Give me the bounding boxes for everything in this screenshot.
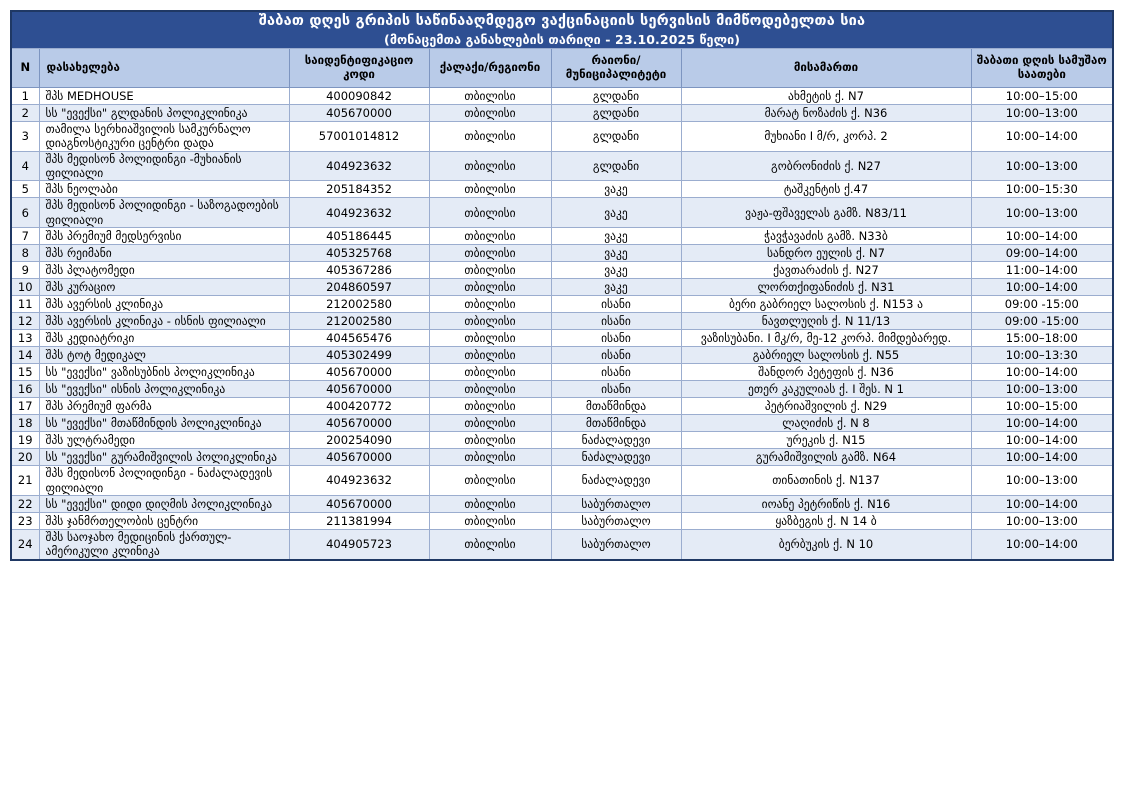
cell-city: თბილისი — [429, 151, 551, 181]
col-header-municipality: რაიონი/მუნიციპალიტეტი — [551, 49, 681, 88]
cell-city: თბილისი — [429, 347, 551, 364]
table-row — [11, 529, 1113, 559]
table-row — [11, 495, 1113, 512]
cell-provider-name: სს "ევექსი" დიდი დიღმის პოლიკლინიკა — [39, 495, 289, 512]
cell-city: თბილისი — [429, 181, 551, 198]
cell-hours: 10:00–13:00 — [971, 466, 1113, 496]
cell-city: თბილისი — [429, 529, 551, 559]
cell-hours: 10:00–14:00 — [971, 432, 1113, 449]
cell-provider-name: შპს ტოტ მედიკალ — [39, 347, 289, 364]
cell-number: 16 — [11, 381, 39, 398]
cell-municipality: გლდანი — [551, 104, 681, 121]
providers-table — [10, 10, 1114, 561]
table-row — [11, 398, 1113, 415]
cell-hours: 10:00–14:00 — [971, 121, 1113, 151]
cell-address: ჭავჭავაძის გამზ. N33ბ — [681, 228, 971, 245]
document-title — [11, 11, 1113, 49]
cell-identification-code: 405367286 — [289, 262, 429, 279]
cell-number: 9 — [11, 262, 39, 279]
cell-address: ლაღიძის ქ. N 8 — [681, 415, 971, 432]
cell-identification-code: 405670000 — [289, 364, 429, 381]
table-row — [11, 313, 1113, 330]
cell-municipality: საბურთალო — [551, 495, 681, 512]
table-row — [11, 432, 1113, 449]
cell-hours: 09:00 -15:00 — [971, 313, 1113, 330]
cell-hours: 10:00–14:00 — [971, 415, 1113, 432]
cell-hours: 10:00–15:00 — [971, 398, 1113, 415]
cell-hours: 15:00–18:00 — [971, 330, 1113, 347]
table-row — [11, 466, 1113, 496]
table-row — [11, 262, 1113, 279]
cell-identification-code: 405325768 — [289, 245, 429, 262]
col-header-address: მისამართი — [681, 49, 971, 88]
cell-hours: 09:00–14:00 — [971, 245, 1113, 262]
cell-number: 2 — [11, 104, 39, 121]
cell-city: თბილისი — [429, 512, 551, 529]
cell-hours: 10:00–14:00 — [971, 495, 1113, 512]
cell-address: ვაჟა-ფშაველას გამზ. N83/11 — [681, 198, 971, 228]
cell-provider-name: შპს ავერსის კლინიკა - ისნის ფილიალი — [39, 313, 289, 330]
cell-number: 24 — [11, 529, 39, 559]
cell-address: თინათინის ქ. N137 — [681, 466, 971, 496]
header-row — [11, 49, 1113, 88]
cell-number: 23 — [11, 512, 39, 529]
col-header-code: საიდენტიფიკაციო კოდი — [289, 49, 429, 88]
table-row — [11, 245, 1113, 262]
cell-hours: 10:00–14:00 — [971, 364, 1113, 381]
cell-city: თბილისი — [429, 245, 551, 262]
cell-municipality: საბურთალო — [551, 529, 681, 559]
cell-address: სანდრო ეულის ქ. N7 — [681, 245, 971, 262]
title-row — [11, 11, 1113, 49]
cell-identification-code: 405670000 — [289, 495, 429, 512]
cell-city: თბილისი — [429, 330, 551, 347]
cell-hours: 10:00–13:00 — [971, 512, 1113, 529]
cell-number: 13 — [11, 330, 39, 347]
cell-address: ნავთლუღის ქ. N 11/13 — [681, 313, 971, 330]
table-row — [11, 151, 1113, 181]
table-row — [11, 330, 1113, 347]
table-row — [11, 449, 1113, 466]
cell-identification-code: 200254090 — [289, 432, 429, 449]
cell-address: შანდორ პეტეფის ქ. N36 — [681, 364, 971, 381]
cell-identification-code: 404565476 — [289, 330, 429, 347]
cell-city: თბილისი — [429, 381, 551, 398]
cell-municipality: ვაკე — [551, 245, 681, 262]
cell-municipality: ისანი — [551, 347, 681, 364]
table-column-head — [11, 49, 1113, 88]
cell-number: 7 — [11, 228, 39, 245]
cell-identification-code: 405670000 — [289, 381, 429, 398]
title-sub-text: (მონაცემთა განახლების თარიღი - 23.10.2025 წელი) — [384, 32, 741, 48]
cell-number: 11 — [11, 296, 39, 313]
cell-identification-code: 204860597 — [289, 279, 429, 296]
cell-number: 1 — [11, 87, 39, 104]
cell-provider-name: შპს რეიმანი — [39, 245, 289, 262]
cell-identification-code: 57001014812 — [289, 121, 429, 151]
cell-city: თბილისი — [429, 432, 551, 449]
cell-city: თბილისი — [429, 313, 551, 330]
cell-address: იოანე პეტრიწის ქ. N16 — [681, 495, 971, 512]
table-row — [11, 512, 1113, 529]
cell-municipality: ვაკე — [551, 279, 681, 296]
cell-hours: 10:00–13:00 — [971, 381, 1113, 398]
cell-municipality: ისანი — [551, 330, 681, 347]
col-header-hours: შაბათი დღის სამუშაო საათები — [971, 49, 1113, 88]
cell-address: პეტრიაშვილის ქ. N29 — [681, 398, 971, 415]
cell-address: მარატ ნოზაძის ქ. N36 — [681, 104, 971, 121]
cell-identification-code: 405670000 — [289, 104, 429, 121]
cell-provider-name: შპს კედიატრიკი — [39, 330, 289, 347]
table-row — [11, 381, 1113, 398]
cell-provider-name: შპს პლატომედი — [39, 262, 289, 279]
cell-municipality: ისანი — [551, 381, 681, 398]
cell-identification-code: 205184352 — [289, 181, 429, 198]
cell-city: თბილისი — [429, 296, 551, 313]
cell-provider-name: თამილა სერხიაშვილის სამკურნალო დიაგნოსტიკური ცენტრი დადა — [39, 121, 289, 151]
cell-provider-name: სს "ევექსი" ისნის პოლიკლინიკა — [39, 381, 289, 398]
cell-number: 8 — [11, 245, 39, 262]
cell-hours: 10:00–14:00 — [971, 529, 1113, 559]
cell-provider-name: სს "ევექსი" ვაზისუბნის პოლიკლინიკა — [39, 364, 289, 381]
cell-city: თბილისი — [429, 87, 551, 104]
cell-number: 17 — [11, 398, 39, 415]
cell-number: 20 — [11, 449, 39, 466]
cell-address: ლორთქიფანიძის ქ. N31 — [681, 279, 971, 296]
cell-address: ეთერ კაკულიას ქ. I შეს. N 1 — [681, 381, 971, 398]
cell-number: 4 — [11, 151, 39, 181]
cell-hours: 10:00–13:30 — [971, 347, 1113, 364]
cell-address: ახმეტის ქ. N7 — [681, 87, 971, 104]
cell-hours: 10:00–15:30 — [971, 181, 1113, 198]
cell-provider-name: შპს პრემიუმ ფარმა — [39, 398, 289, 415]
cell-city: თბილისი — [429, 262, 551, 279]
table-row — [11, 198, 1113, 228]
cell-municipality: ისანი — [551, 296, 681, 313]
cell-municipality: საბურთალო — [551, 512, 681, 529]
cell-address: გობრონიძის ქ. N27 — [681, 151, 971, 181]
table-row — [11, 296, 1113, 313]
cell-address: ვაზისუბანი. I მკ/რ, მე-12 კორპ. მიმდებარედ. — [681, 330, 971, 347]
cell-number: 10 — [11, 279, 39, 296]
cell-municipality: ვაკე — [551, 262, 681, 279]
table-row — [11, 104, 1113, 121]
cell-address: ტაშკენტის ქ.47 — [681, 181, 971, 198]
cell-identification-code: 212002580 — [289, 296, 429, 313]
cell-hours: 10:00–15:00 — [971, 87, 1113, 104]
cell-hours: 09:00 -15:00 — [971, 296, 1113, 313]
cell-provider-name: სს "ევექსი" მთაწმინდის პოლიკლინიკა — [39, 415, 289, 432]
cell-address: ბერბუკის ქ. N 10 — [681, 529, 971, 559]
cell-number: 15 — [11, 364, 39, 381]
cell-provider-name: შპს ჯანმრთელობის ცენტრი — [39, 512, 289, 529]
cell-provider-name: შპს მედისონ პოლიდინგი -მუხიანის ფილიალი — [39, 151, 289, 181]
cell-address: ბერი გაბრიელ სალოსის ქ. N153 ა — [681, 296, 971, 313]
cell-municipality: ისანი — [551, 313, 681, 330]
cell-number: 6 — [11, 198, 39, 228]
cell-provider-name: შპს ავერსის კლინიკა — [39, 296, 289, 313]
col-header-name: დასახელება — [39, 49, 289, 88]
cell-provider-name: შპს პრემიუმ მედსერვისი — [39, 228, 289, 245]
cell-identification-code: 404923632 — [289, 198, 429, 228]
cell-number: 18 — [11, 415, 39, 432]
cell-municipality: ვაკე — [551, 228, 681, 245]
cell-city: თბილისი — [429, 364, 551, 381]
cell-city: თბილისი — [429, 279, 551, 296]
cell-number: 22 — [11, 495, 39, 512]
cell-number: 3 — [11, 121, 39, 151]
cell-identification-code: 404905723 — [289, 529, 429, 559]
cell-identification-code: 404923632 — [289, 466, 429, 496]
cell-address: გურამიშვილის გამზ. N64 — [681, 449, 971, 466]
cell-municipality: ისანი — [551, 364, 681, 381]
cell-hours: 10:00–13:00 — [971, 151, 1113, 181]
cell-city: თბილისი — [429, 104, 551, 121]
col-header-n: N — [11, 49, 39, 88]
table-row — [11, 228, 1113, 245]
cell-city: თბილისი — [429, 228, 551, 245]
cell-provider-name: შპს ულტრამედი — [39, 432, 289, 449]
cell-municipality: გლდანი — [551, 151, 681, 181]
cell-municipality: მთაწმინდა — [551, 398, 681, 415]
cell-hours: 10:00–14:00 — [971, 228, 1113, 245]
cell-hours: 11:00–14:00 — [971, 262, 1113, 279]
cell-number: 5 — [11, 181, 39, 198]
cell-identification-code: 405670000 — [289, 449, 429, 466]
cell-city: თბილისი — [429, 449, 551, 466]
cell-provider-name: შპს საოჯახო მედიცინის ქართულ-ამერიკული კლინიკა — [39, 529, 289, 559]
cell-municipality: მთაწმინდა — [551, 415, 681, 432]
cell-provider-name: სს "ევექსი" გურამიშვილის პოლიკლინიკა — [39, 449, 289, 466]
cell-identification-code: 400090842 — [289, 87, 429, 104]
cell-identification-code: 212002580 — [289, 313, 429, 330]
cell-number: 12 — [11, 313, 39, 330]
cell-hours: 10:00–14:00 — [971, 279, 1113, 296]
table-row — [11, 279, 1113, 296]
cell-address: მუხიანი I მ/რ, კორპ. 2 — [681, 121, 971, 151]
table-row — [11, 181, 1113, 198]
table-row — [11, 415, 1113, 432]
cell-address: ქავთარაძის ქ. N27 — [681, 262, 971, 279]
cell-city: თბილისი — [429, 198, 551, 228]
cell-municipality: გლდანი — [551, 121, 681, 151]
cell-identification-code: 404923632 — [289, 151, 429, 181]
cell-identification-code: 405302499 — [289, 347, 429, 364]
cell-municipality: ნაძალადევი — [551, 449, 681, 466]
cell-provider-name: შპს ნეოლაბი — [39, 181, 289, 198]
cell-city: თბილისი — [429, 121, 551, 151]
table-body — [11, 87, 1113, 559]
cell-municipality: ნაძალადევი — [551, 466, 681, 496]
cell-identification-code: 405186445 — [289, 228, 429, 245]
cell-provider-name: შპს მედისონ პოლიდინგი - ნაძალადევის ფილიალი — [39, 466, 289, 496]
cell-number: 21 — [11, 466, 39, 496]
table-title-head — [11, 11, 1113, 49]
cell-identification-code: 405670000 — [289, 415, 429, 432]
table-row — [11, 87, 1113, 104]
cell-number: 19 — [11, 432, 39, 449]
table-row — [11, 347, 1113, 364]
cell-municipality: ვაკე — [551, 181, 681, 198]
cell-city: თბილისი — [429, 495, 551, 512]
cell-municipality: ნაძალადევი — [551, 432, 681, 449]
title-main-text: შაბათ დღეს გრიპის საწინააღმდეგო ვაქცინაციის სერვისის მიმწოდებელთა სია — [258, 13, 866, 29]
cell-address: ურეკის ქ. N15 — [681, 432, 971, 449]
cell-hours: 10:00–13:00 — [971, 104, 1113, 121]
cell-city: თბილისი — [429, 398, 551, 415]
cell-address: გაბრიელ სალოსის ქ. N55 — [681, 347, 971, 364]
cell-hours: 10:00–13:00 — [971, 198, 1113, 228]
cell-identification-code: 211381994 — [289, 512, 429, 529]
cell-municipality: გლდანი — [551, 87, 681, 104]
cell-provider-name: სს "ევექსი" გლდანის პოლიკლინიკა — [39, 104, 289, 121]
cell-provider-name: შპს მედისონ პოლიდინგი - საზოგადოების ფილიალი — [39, 198, 289, 228]
cell-municipality: ვაკე — [551, 198, 681, 228]
table-row — [11, 121, 1113, 151]
cell-city: თბილისი — [429, 415, 551, 432]
cell-address: ყაზბეგის ქ. N 14 ბ — [681, 512, 971, 529]
cell-hours: 10:00–14:00 — [971, 449, 1113, 466]
cell-provider-name: შპს კურაციო — [39, 279, 289, 296]
cell-city: თბილისი — [429, 466, 551, 496]
col-header-city: ქალაქი/რეგიონი — [429, 49, 551, 88]
cell-number: 14 — [11, 347, 39, 364]
cell-identification-code: 400420772 — [289, 398, 429, 415]
table-row — [11, 364, 1113, 381]
cell-provider-name: შპს MEDHOUSE — [39, 87, 289, 104]
